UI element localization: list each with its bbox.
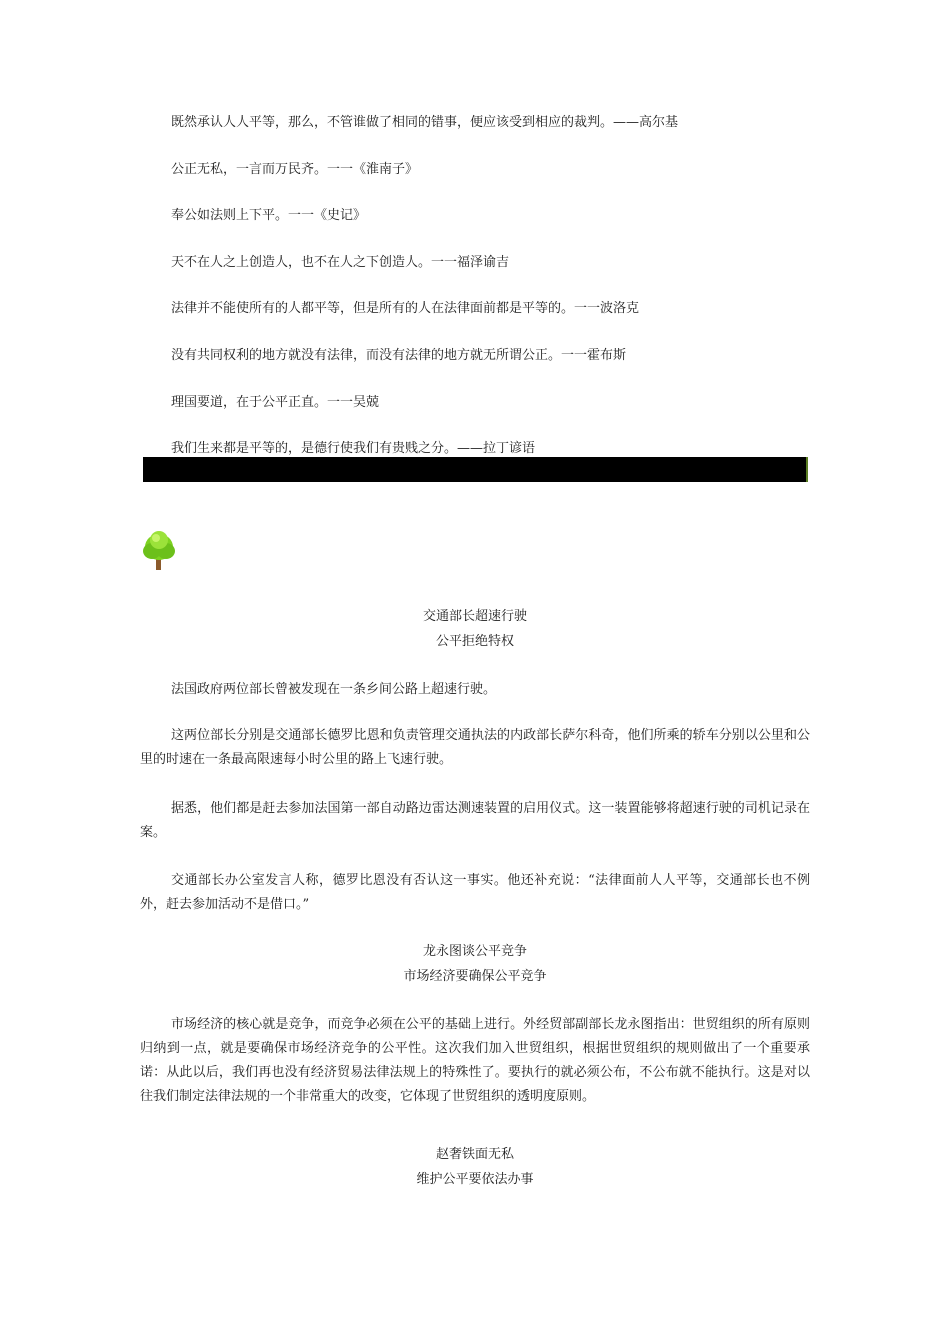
section1-title: 交通部长超速行驶 (422, 609, 527, 624)
section1-paragraph-2: 据悉，他们都是赶去参加法国第一部自动路边雷达测速装置的启用仪式。这一装置能够将超速行驶的司机记录在案。 (140, 801, 810, 840)
section1-subtitle: 公平拒绝特权 (435, 634, 514, 649)
black-separator-bar (143, 457, 807, 482)
section2-title: 龙永图谈公平竞争 (422, 944, 527, 959)
section3-title: 赵奢铁面无私 (435, 1147, 514, 1162)
section3-subtitle: 维护公平要依法办事 (416, 1172, 534, 1187)
quote-5: 法律并不能使所有的人都平等，但是所有的人在法律面前都是平等的。一一波洛克 (171, 301, 640, 316)
tree-icon (140, 527, 178, 571)
separator-bar-edge (806, 457, 808, 482)
section2-paragraph-1: 市场经济的核心就是竞争，而竞争必须在公平的基础上进行。外经贸部副部长龙永图指出：世贸组织的所有原则归纳到一点，就是要确保市场经济竞争的公平性。这次我们加入世贸组织，根据世贸组织的规则做出了一个重要承诺：从此以后，我们再也没有经济贸易法律法规上的特殊性了。要执行的就必须公布，不公布就不能执行。这是对以往我们制定法律法规的一个非常重大的改变，它体现了世贸组织的透明度原则。 (140, 1017, 810, 1104)
quote-7: 理国要道，在于公平正直。一一吴兢 (171, 395, 380, 410)
section1-paragraph-1: 这两位部长分别是交通部长德罗比恩和负责管理交通执法的内政部长萨尔科奇，他们所乘的轿车分别以公里和公里的时速在一条最高限速每小时公里的路上飞速行驶。 (140, 728, 810, 767)
quote-8: 我们生来都是平等的，是德行使我们有贵贱之分。——拉丁谚语 (171, 441, 536, 456)
section2-subtitle: 市场经济要确保公平竞争 (403, 969, 547, 984)
quote-4: 天不在人之上创造人，也不在人之下创造人。一一福泽谕吉 (171, 255, 510, 270)
section1-paragraph-3: 交通部长办公室发言人称，德罗比恩没有否认这一事实。他还补充说：“法律面前人人平等，交通部长也不例外，赶去参加活动不是借口。” (140, 873, 810, 912)
quote-1: 既然承认人人平等，那么，不管谁做了相同的错事，便应该受到相应的裁判。——高尔基 (171, 115, 679, 130)
quote-3: 奉公如法则上下平。一一《史记》 (171, 208, 367, 223)
quote-6: 没有共同权利的地方就没有法律，而没有法律的地方就无所谓公正。一一霍布斯 (171, 348, 627, 363)
section1-lead: 法国政府两位部长曾被发现在一条乡间公路上超速行驶。 (171, 682, 497, 697)
quote-2: 公正无私，一言而万民齐。一一《淮南子》 (171, 162, 419, 177)
